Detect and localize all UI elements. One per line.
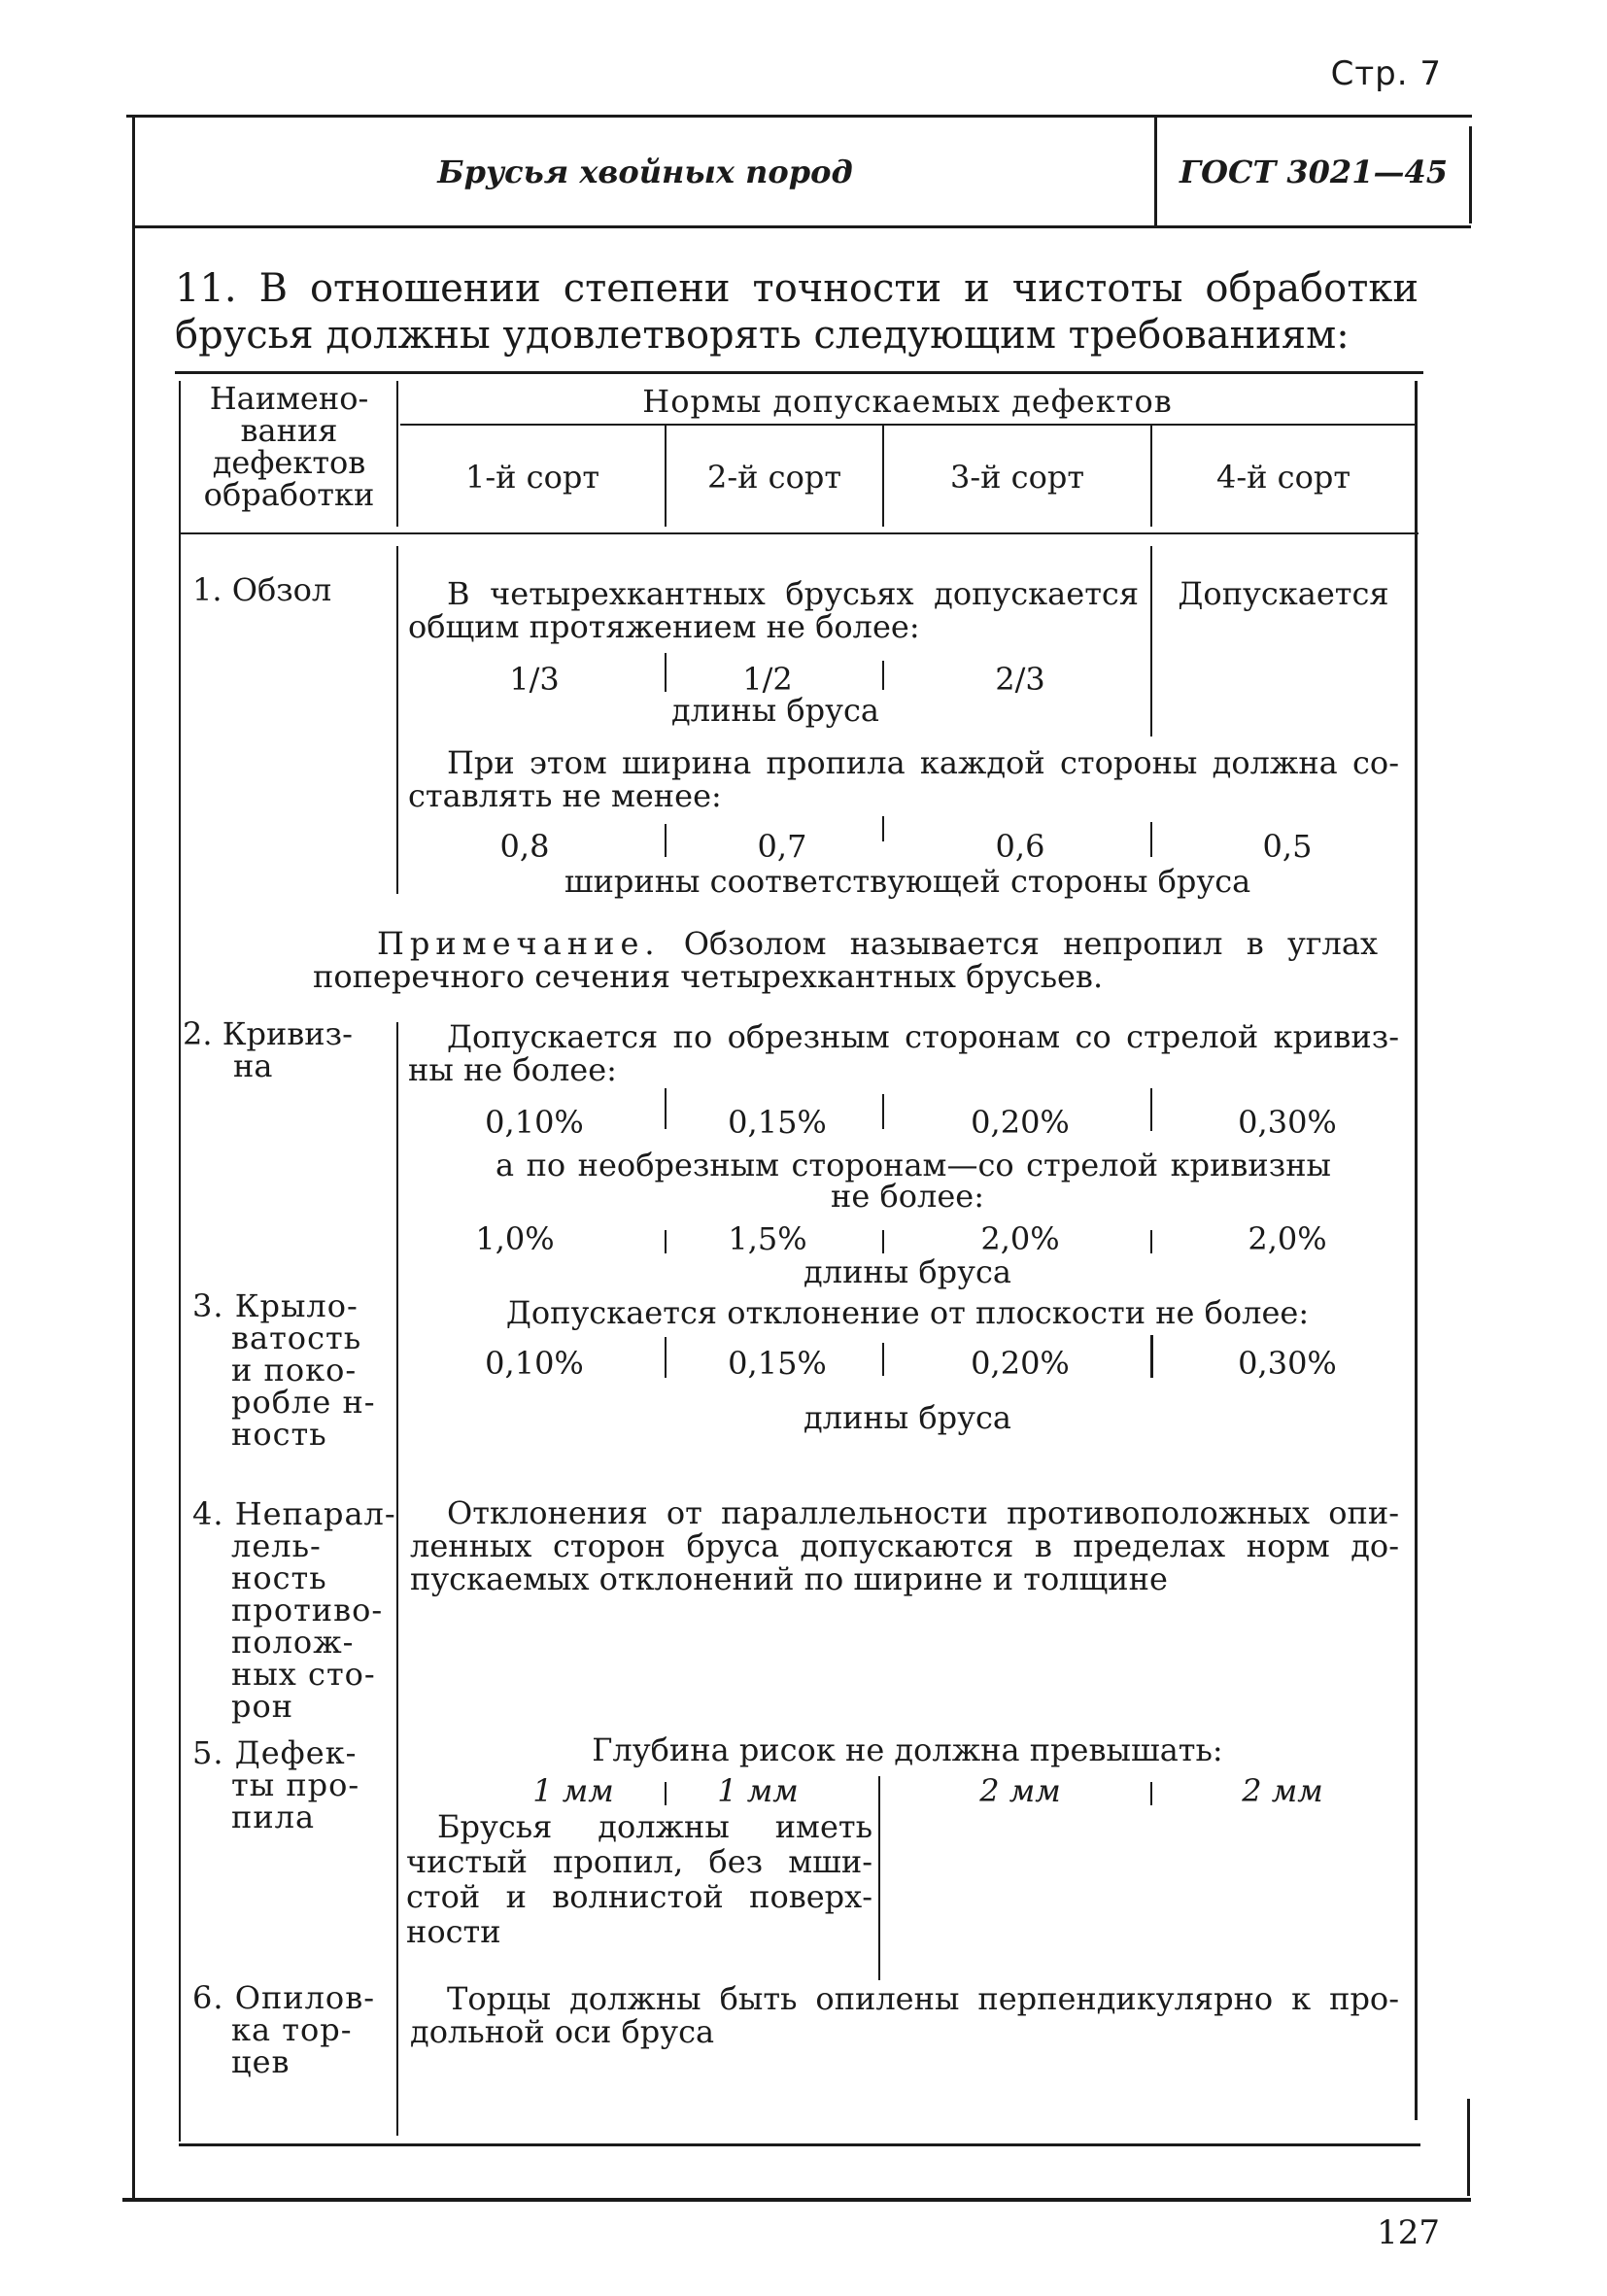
row2-name-line: на <box>233 1047 273 1084</box>
row2-value-a4: 0,30% <box>1238 1104 1337 1141</box>
header-bottom-rule <box>132 225 1471 228</box>
row1-note-label: Примечание. <box>377 925 661 962</box>
row2-value-a2: 0,15% <box>728 1104 827 1141</box>
row6-text-1: Торцы должны быть опилены перпендикулярно к про- <box>447 1980 1399 2017</box>
row5-value-3: 2 мм <box>979 1772 1061 1809</box>
row1-frac-div-2 <box>882 661 884 690</box>
row4-name-line: ность <box>231 1559 327 1596</box>
row4-name-line: 4. Непарал- <box>192 1495 396 1532</box>
table-right-rule <box>1415 381 1418 2120</box>
row4-name-line: полож- <box>231 1624 355 1661</box>
row1-width-2: 0,7 <box>757 828 807 865</box>
row2-value-b3: 2,0% <box>980 1220 1060 1257</box>
page-number: 127 <box>1377 2213 1440 2252</box>
row1-fraction-2: 1/2 <box>742 661 793 698</box>
row4-text-1: Отклонения от параллельности противоположных опи- <box>447 1494 1399 1531</box>
row3-div-1 <box>665 1337 667 1378</box>
col-defect-line: Наимено- <box>209 380 369 417</box>
row1-name: 1. Обзол <box>192 571 332 608</box>
row5-name-line: 5. Дефек- <box>192 1734 358 1771</box>
row2-a-div-3 <box>1150 1088 1152 1131</box>
table-top-rule <box>175 371 1423 374</box>
col-defect-header <box>185 380 393 513</box>
frame-right-rule <box>1467 2099 1470 2196</box>
row2-name-line: 2. Кривиз- <box>183 1015 353 1052</box>
intro-line-2: брусья должны удовлетворять следующим требованиям: <box>175 313 1350 358</box>
row1-width-4: 0,5 <box>1262 828 1313 865</box>
row1-text-a2: общим протяжением не более: <box>408 608 920 645</box>
header-right-rule <box>1469 126 1472 223</box>
row4-name <box>192 1495 396 1725</box>
row5-value-1: 1 мм <box>532 1772 614 1809</box>
row5-sub-line: Брусья должны иметь <box>437 1808 872 1845</box>
row1-unit2: ширины соответствующей стороны бруса <box>564 863 1251 900</box>
row1-width-3: 0,6 <box>995 828 1045 865</box>
grade-3: 3-й сорт <box>949 459 1085 496</box>
grade-2: 2-й сорт <box>706 459 842 496</box>
row6-name-line: 6. Опилов- <box>192 1979 376 2016</box>
row5-value-2: 1 мм <box>717 1772 799 1809</box>
row5-sub <box>406 1809 872 1949</box>
row1-unit: длины бруса <box>671 692 879 729</box>
row1-frac-div-1 <box>665 653 667 692</box>
row2-value-b4: 2,0% <box>1248 1220 1327 1257</box>
row1-width-div-2 <box>882 816 884 841</box>
header-top-rule <box>126 115 1472 118</box>
row2-value-b2: 1,5% <box>728 1220 807 1257</box>
row2-value-a3: 0,20% <box>971 1104 1070 1141</box>
row6-name <box>192 1979 376 2080</box>
row2-value-a1: 0,10% <box>485 1104 584 1141</box>
table-left-rule <box>179 381 181 2142</box>
row5-sub-line: стой и волнистой поверх- <box>406 1878 872 1915</box>
header-divider <box>1154 115 1157 227</box>
row2-unit: длины бруса <box>804 1253 1011 1290</box>
row1-text-b1: При этом ширина пропила каждой стороны должна со- <box>447 744 1399 781</box>
row5-div-2 <box>878 1776 880 1980</box>
row5-name-line: пила <box>231 1799 316 1835</box>
row1-grade4: Допускается <box>1178 575 1389 612</box>
row2-name <box>183 1015 353 1084</box>
grade-1: 1-й сорт <box>464 459 600 496</box>
row4-text-2: ленных сторон бруса допускаются в пределах норм до- <box>410 1527 1399 1564</box>
row2-a-div-1 <box>665 1088 667 1129</box>
row6-name-line: ка тор- <box>231 2011 353 2048</box>
row3-name <box>192 1287 376 1453</box>
row2-b-div-3 <box>1150 1230 1152 1253</box>
row5-name <box>192 1734 360 1835</box>
row2-text-1: Допускается по обрезным сторонам со стрелой кривиз- <box>447 1018 1399 1055</box>
header-col-divider <box>396 381 398 527</box>
header-title: Брусья хвойных пород <box>437 154 853 190</box>
row3-value-2: 0,15% <box>728 1345 827 1382</box>
row3-unit: длины бруса <box>804 1399 1011 1436</box>
row2-b-div-1 <box>665 1230 667 1253</box>
row3-name-line: ватость <box>231 1319 362 1356</box>
row1-width-div-1 <box>665 824 667 857</box>
row5-name-line: ты про- <box>231 1766 360 1803</box>
row6-text-2: дольной оси бруса <box>410 2013 715 2050</box>
row5-sub-line: ности <box>406 1913 501 1950</box>
row4-text-3: пускаемых отклонений по ширине и толщине <box>410 1560 1168 1597</box>
intro-line-1: 11. В отношении степени точности и чистоты обработки <box>175 266 1419 311</box>
row5-value-4: 2 мм <box>1242 1772 1323 1809</box>
row2-text-3: а по необрезным сторонам—со стрелой кривизны <box>496 1147 1331 1183</box>
header-left-rule <box>132 115 135 227</box>
body-col-divider <box>396 1022 398 2136</box>
row5-sub-line: чистый пропил, без мши- <box>406 1843 872 1880</box>
col-defect-line: обработки <box>203 476 375 513</box>
row5-div-1 <box>665 1782 667 1805</box>
row3-text: Допускается отклонение от плоскости не более: <box>505 1294 1310 1331</box>
row1-text-b2: ставлять не менее: <box>408 777 722 814</box>
grade-4: 4-й сорт <box>1215 459 1351 496</box>
row3-div-2 <box>882 1343 884 1376</box>
row2-text-4: не более: <box>831 1178 984 1215</box>
col-defect-line: дефектов <box>212 444 366 481</box>
row1-fraction-1: 1/3 <box>509 661 560 698</box>
row1-note <box>377 925 1378 962</box>
row3-name-line: робле н- <box>231 1384 376 1421</box>
row3-name-line: и поко- <box>231 1352 358 1388</box>
page-label: Стр. 7 <box>1330 54 1442 93</box>
header-standard: ГОСТ 3021—45 <box>1180 154 1448 190</box>
row5-div-3 <box>1150 1782 1152 1805</box>
row4-name-line: рон <box>231 1688 294 1725</box>
row1-fraction-3: 2/3 <box>995 661 1045 698</box>
row3-name-line: ность <box>231 1416 327 1453</box>
row4-name-line: противо- <box>231 1592 384 1628</box>
row1-width-1: 0,8 <box>499 828 550 865</box>
row2-b-div-2 <box>882 1230 884 1253</box>
row1-text-a1: В четырехкантных брусьях допускается <box>447 575 1139 612</box>
row2-text-2: ны не более: <box>408 1051 617 1088</box>
row3-value-4: 0,30% <box>1238 1345 1337 1382</box>
row2-value-b1: 1,0% <box>475 1220 555 1257</box>
header-bottom-row-rule <box>179 532 1419 534</box>
row5-text: Глубина рисок не должна превышать: <box>592 1731 1223 1768</box>
norms-title: Нормы допускаемых дефектов <box>642 383 1173 420</box>
table-bottom-rule <box>179 2143 1420 2146</box>
row3-value-3: 0,20% <box>971 1345 1070 1382</box>
row1-note-text-2: поперечного сечения четырехкантных брусьев. <box>313 958 1104 995</box>
row6-name-line: цев <box>231 2043 291 2080</box>
norms-underline <box>400 424 1415 426</box>
frame-left-rule <box>132 228 135 2201</box>
row1-width-div-3 <box>1150 822 1152 857</box>
row4-name-line: ных сто- <box>231 1656 376 1693</box>
row3-name-line: 3. Крыло- <box>192 1287 359 1324</box>
frame-bottom-rule <box>122 2198 1471 2202</box>
row3-div-3 <box>1150 1335 1153 1378</box>
row3-value-1: 0,10% <box>485 1345 584 1382</box>
row2-a-div-2 <box>882 1094 884 1129</box>
col-defect-line: вания <box>240 412 338 449</box>
row1-note-text: Обзолом называется непропил в углах <box>660 925 1378 962</box>
row4-name-line: лель- <box>231 1527 322 1564</box>
row1-col-divider <box>396 546 398 894</box>
